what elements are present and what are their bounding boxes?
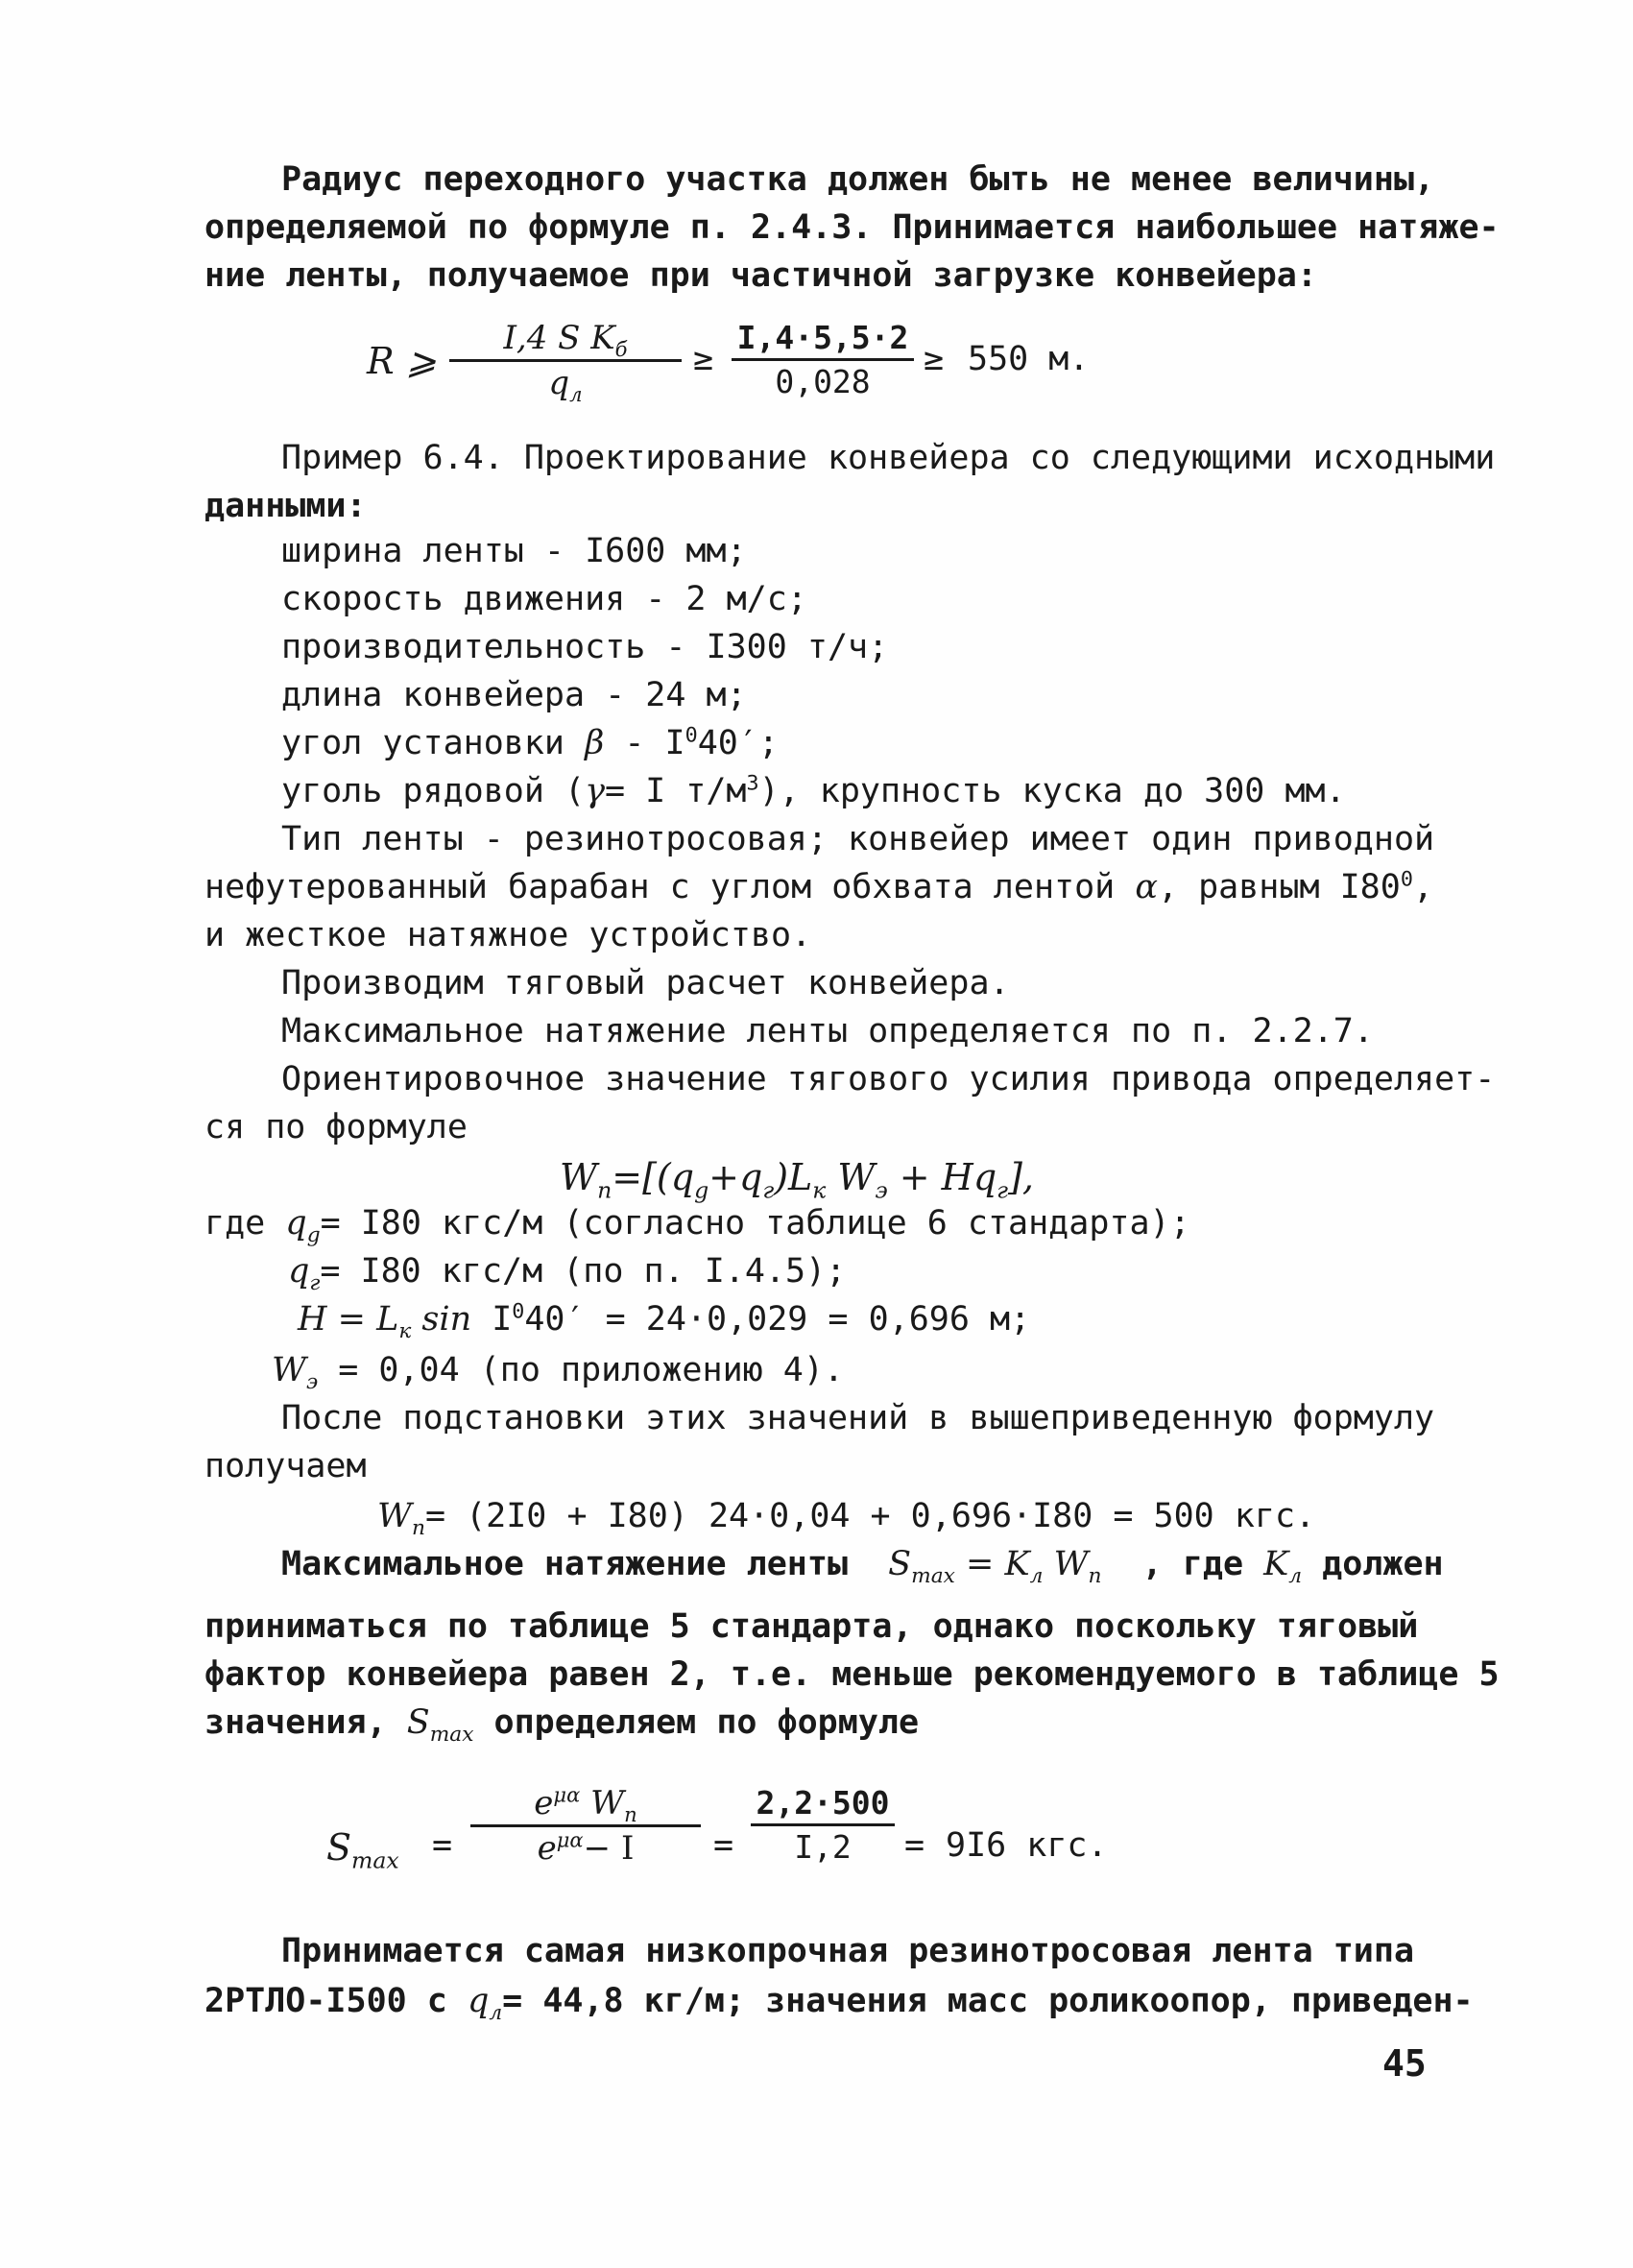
where2-text: = I80 кгс/м (по п. I.4.5);	[320, 1252, 847, 1291]
coal-exp: 3	[746, 771, 759, 796]
subst-text: = (2I0 + I80) 24·0,04 + 0,696·I80 = 500 кгс.	[424, 1497, 1316, 1535]
subst-formula	[377, 1497, 1316, 1540]
calc3-line1: Ориентировочное значение тягового усилия привода определяет-	[281, 1060, 1496, 1098]
calc3-line2: ся по формуле	[204, 1108, 468, 1146]
smax-l1-wsub: п	[1088, 1564, 1102, 1588]
example-item-coal	[281, 771, 1346, 810]
fw-plus: +q	[708, 1156, 763, 1198]
coal-tail: ), крупность куска до 300 мм.	[758, 772, 1346, 810]
formula-r-ge2: ≥	[924, 340, 945, 378]
final-l2-sub: л	[489, 2001, 503, 2025]
where3-sym: H = L	[298, 1300, 399, 1339]
angle-value: - I	[624, 724, 685, 762]
smax-l4-a: значения,	[204, 1703, 387, 1742]
smax-l4-s: S	[406, 1703, 430, 1742]
fw-sub: п	[597, 1176, 612, 1204]
subst-sub: п	[411, 1516, 425, 1540]
formula-r-result: 550 м.	[968, 340, 1090, 378]
fs-num-w: W	[590, 1784, 625, 1822]
formula-r-den2: 0,028	[775, 363, 871, 400]
formula-s-frac1	[470, 1784, 701, 1868]
example-item-length: длина конвейера - 24 м;	[281, 676, 747, 714]
type-line2-c: ,	[1412, 868, 1433, 906]
smax-l1-b: , где	[1141, 1545, 1244, 1583]
final-l2-b: = 44,8 кг/м; значения масс роликоопор, приведен-	[502, 1982, 1474, 2020]
formula-s-result: 9I6 кгс.	[946, 1826, 1108, 1865]
type-line2-a: нефутерованный барабан с углом обхвата лентой	[204, 868, 1116, 906]
subst-line1: После подстановки этих значений в вышеприведенную формулу	[281, 1399, 1435, 1437]
smax-l1-eq: = K	[954, 1545, 1030, 1583]
calc2: Максимальное натяжение ленты определяется по п. 2.2.7.	[281, 1012, 1374, 1050]
example-item-speed: скорость движения - 2 м/с;	[281, 580, 807, 618]
example-line1: Пример 6.4. Проектирование конвейера со следующими исходными	[281, 439, 1496, 477]
formula-s-frac2	[751, 1784, 895, 1866]
fs-num-e: e	[534, 1784, 554, 1822]
formula-s-lhs	[326, 1826, 399, 1874]
formula-r-ge1: ≥	[693, 340, 714, 378]
subst-sym: W	[377, 1497, 412, 1535]
type-line3: и жесткое натяжное устройство.	[204, 916, 812, 954]
angle-prefix: угол установки	[281, 724, 565, 762]
formula-r-num1-sub: б	[614, 336, 628, 361]
formula-w	[560, 1156, 1034, 1204]
where1-sub: g	[306, 1223, 321, 1247]
para1-line1: Радиус переходного участка должен быть не менее величины,	[281, 160, 1435, 199]
coal-prefix: уголь рядовой (	[281, 772, 586, 810]
smax-l4-sub: max	[429, 1723, 474, 1747]
final-line2	[204, 1982, 1474, 2025]
where3-deg: 0	[512, 1299, 525, 1324]
type-line2-deg: 0	[1400, 867, 1413, 892]
formula-s-eq2: =	[713, 1826, 734, 1865]
para1-line3: ние ленты, получаемое при частичной загрузке конвейера:	[204, 256, 1317, 295]
smax-l4-b: определяем по формуле	[493, 1703, 920, 1742]
angle-tail: 40′;	[697, 724, 779, 762]
type-line1: Тип ленты - резинотросовая; конвейер имеет один приводной	[281, 820, 1435, 858]
fw-sub5: э	[875, 1176, 888, 1204]
calc1: Производим тяговый расчет конвейера.	[281, 964, 1010, 1002]
where4-text: = 0,04 (по приложению 4).	[318, 1351, 845, 1389]
smax-l1-k2sub: л	[1288, 1564, 1303, 1588]
where4-sub: э	[305, 1370, 319, 1394]
fw-sub6: г	[997, 1176, 1009, 1204]
smax-line2: приниматься по таблице 5 стандарта, однако поскольку тяговый	[204, 1607, 1419, 1646]
where3-sin: sin	[411, 1300, 472, 1339]
fs-lhs: S	[326, 1826, 352, 1869]
fs-num-exp: μα	[553, 1782, 581, 1807]
fs-num-sub: п	[624, 1801, 637, 1826]
smax-l1-c: должен	[1322, 1545, 1444, 1583]
formula-r-lhs: R ⩾	[367, 340, 437, 382]
fs-den-exp: μα	[556, 1827, 584, 1852]
fw-sub4: к	[812, 1176, 827, 1204]
formula-r-num1: I,4 S K	[503, 319, 615, 357]
smax-l1-s: S	[888, 1545, 912, 1583]
fw-end: + Hq	[887, 1156, 997, 1198]
fw-sub2: g	[694, 1176, 709, 1204]
fw-close: ],	[1008, 1156, 1034, 1198]
fs-num2: 2,2·500	[756, 1784, 890, 1822]
fs-lhs-sub: max	[351, 1846, 399, 1874]
fw-mid: )L	[774, 1156, 813, 1198]
smax-l1-a: Максимальное натяжение ленты	[281, 1545, 849, 1583]
fs-den2: I,2	[794, 1828, 852, 1866]
smax-l1-ksub: л	[1029, 1564, 1044, 1588]
final-line1: Принимается самая низкопрочная резинотросовая лента типа	[281, 1932, 1415, 1970]
where2-sym: q	[288, 1252, 310, 1291]
smax-l1-k: K	[1263, 1545, 1289, 1583]
page-number: 45	[1382, 2042, 1427, 2085]
smax-line3: фактор конвейера равен 2, т.е. меньше рекомендуемого в таблице 5	[204, 1655, 1500, 1694]
coal-gamma: γ	[585, 772, 605, 810]
smax-line4	[204, 1703, 920, 1747]
fw-rest: =[(q	[612, 1156, 695, 1198]
formula-s-eq1: =	[432, 1826, 453, 1865]
angle-symbol: β	[585, 724, 605, 762]
fs-den-tail: − I	[583, 1829, 635, 1868]
where3-sub: к	[398, 1319, 412, 1343]
fw-w2: W	[826, 1156, 876, 1198]
where3-val: I	[471, 1300, 513, 1339]
smax-l1-w: W	[1043, 1545, 1089, 1583]
where-line2	[288, 1252, 847, 1295]
type-line2	[204, 867, 1433, 906]
example-item-angle	[281, 723, 779, 762]
formula-s-eq3: =	[904, 1826, 925, 1865]
angle-deg: 0	[684, 723, 698, 748]
type-line2-alpha: α	[1135, 868, 1158, 906]
formula-r-num2: I,4·5,5·2	[736, 319, 909, 356]
example-line2: данными:	[204, 487, 367, 525]
example-item-width: ширина ленты - I600 мм;	[281, 532, 747, 570]
subst-line2: получаем	[204, 1447, 367, 1485]
final-l2-q: q	[467, 1982, 490, 2020]
fw-sub3: г	[762, 1176, 775, 1204]
example-item-capacity: производительность - I300 т/ч;	[281, 628, 889, 666]
where-line3	[298, 1299, 1031, 1343]
where-line4	[272, 1351, 845, 1394]
smax-l1-ssub: max	[911, 1564, 955, 1588]
formula-r-frac2	[732, 319, 914, 400]
where2-sub: г	[309, 1271, 321, 1295]
formula-r-den1-sub: л	[569, 381, 583, 406]
fw-w: W	[560, 1156, 598, 1198]
type-line2-b: , равным I80	[1157, 868, 1401, 906]
where-line1	[204, 1204, 1190, 1247]
coal-mid: = I т/м	[605, 772, 747, 810]
smax-line1	[281, 1545, 1444, 1588]
para1-line2: определяемой по формуле п. 2.4.3. Принимается наибольшее натяже-	[204, 208, 1500, 247]
final-l2-a: 2РТЛО-I500 с	[204, 1982, 447, 2020]
where4-sym: W	[272, 1351, 306, 1389]
where3-text: 40′ = 24·0,029 = 0,696 м;	[524, 1300, 1031, 1339]
formula-r-den1: q	[548, 364, 570, 402]
fs-den-e: e	[537, 1829, 557, 1868]
formula-r-frac1	[449, 319, 682, 406]
where1-text: = I80 кгс/м (согласно таблице 6 стандарта);	[320, 1204, 1190, 1243]
where-prefix: где	[204, 1204, 266, 1243]
where1-sym: q	[285, 1204, 307, 1243]
